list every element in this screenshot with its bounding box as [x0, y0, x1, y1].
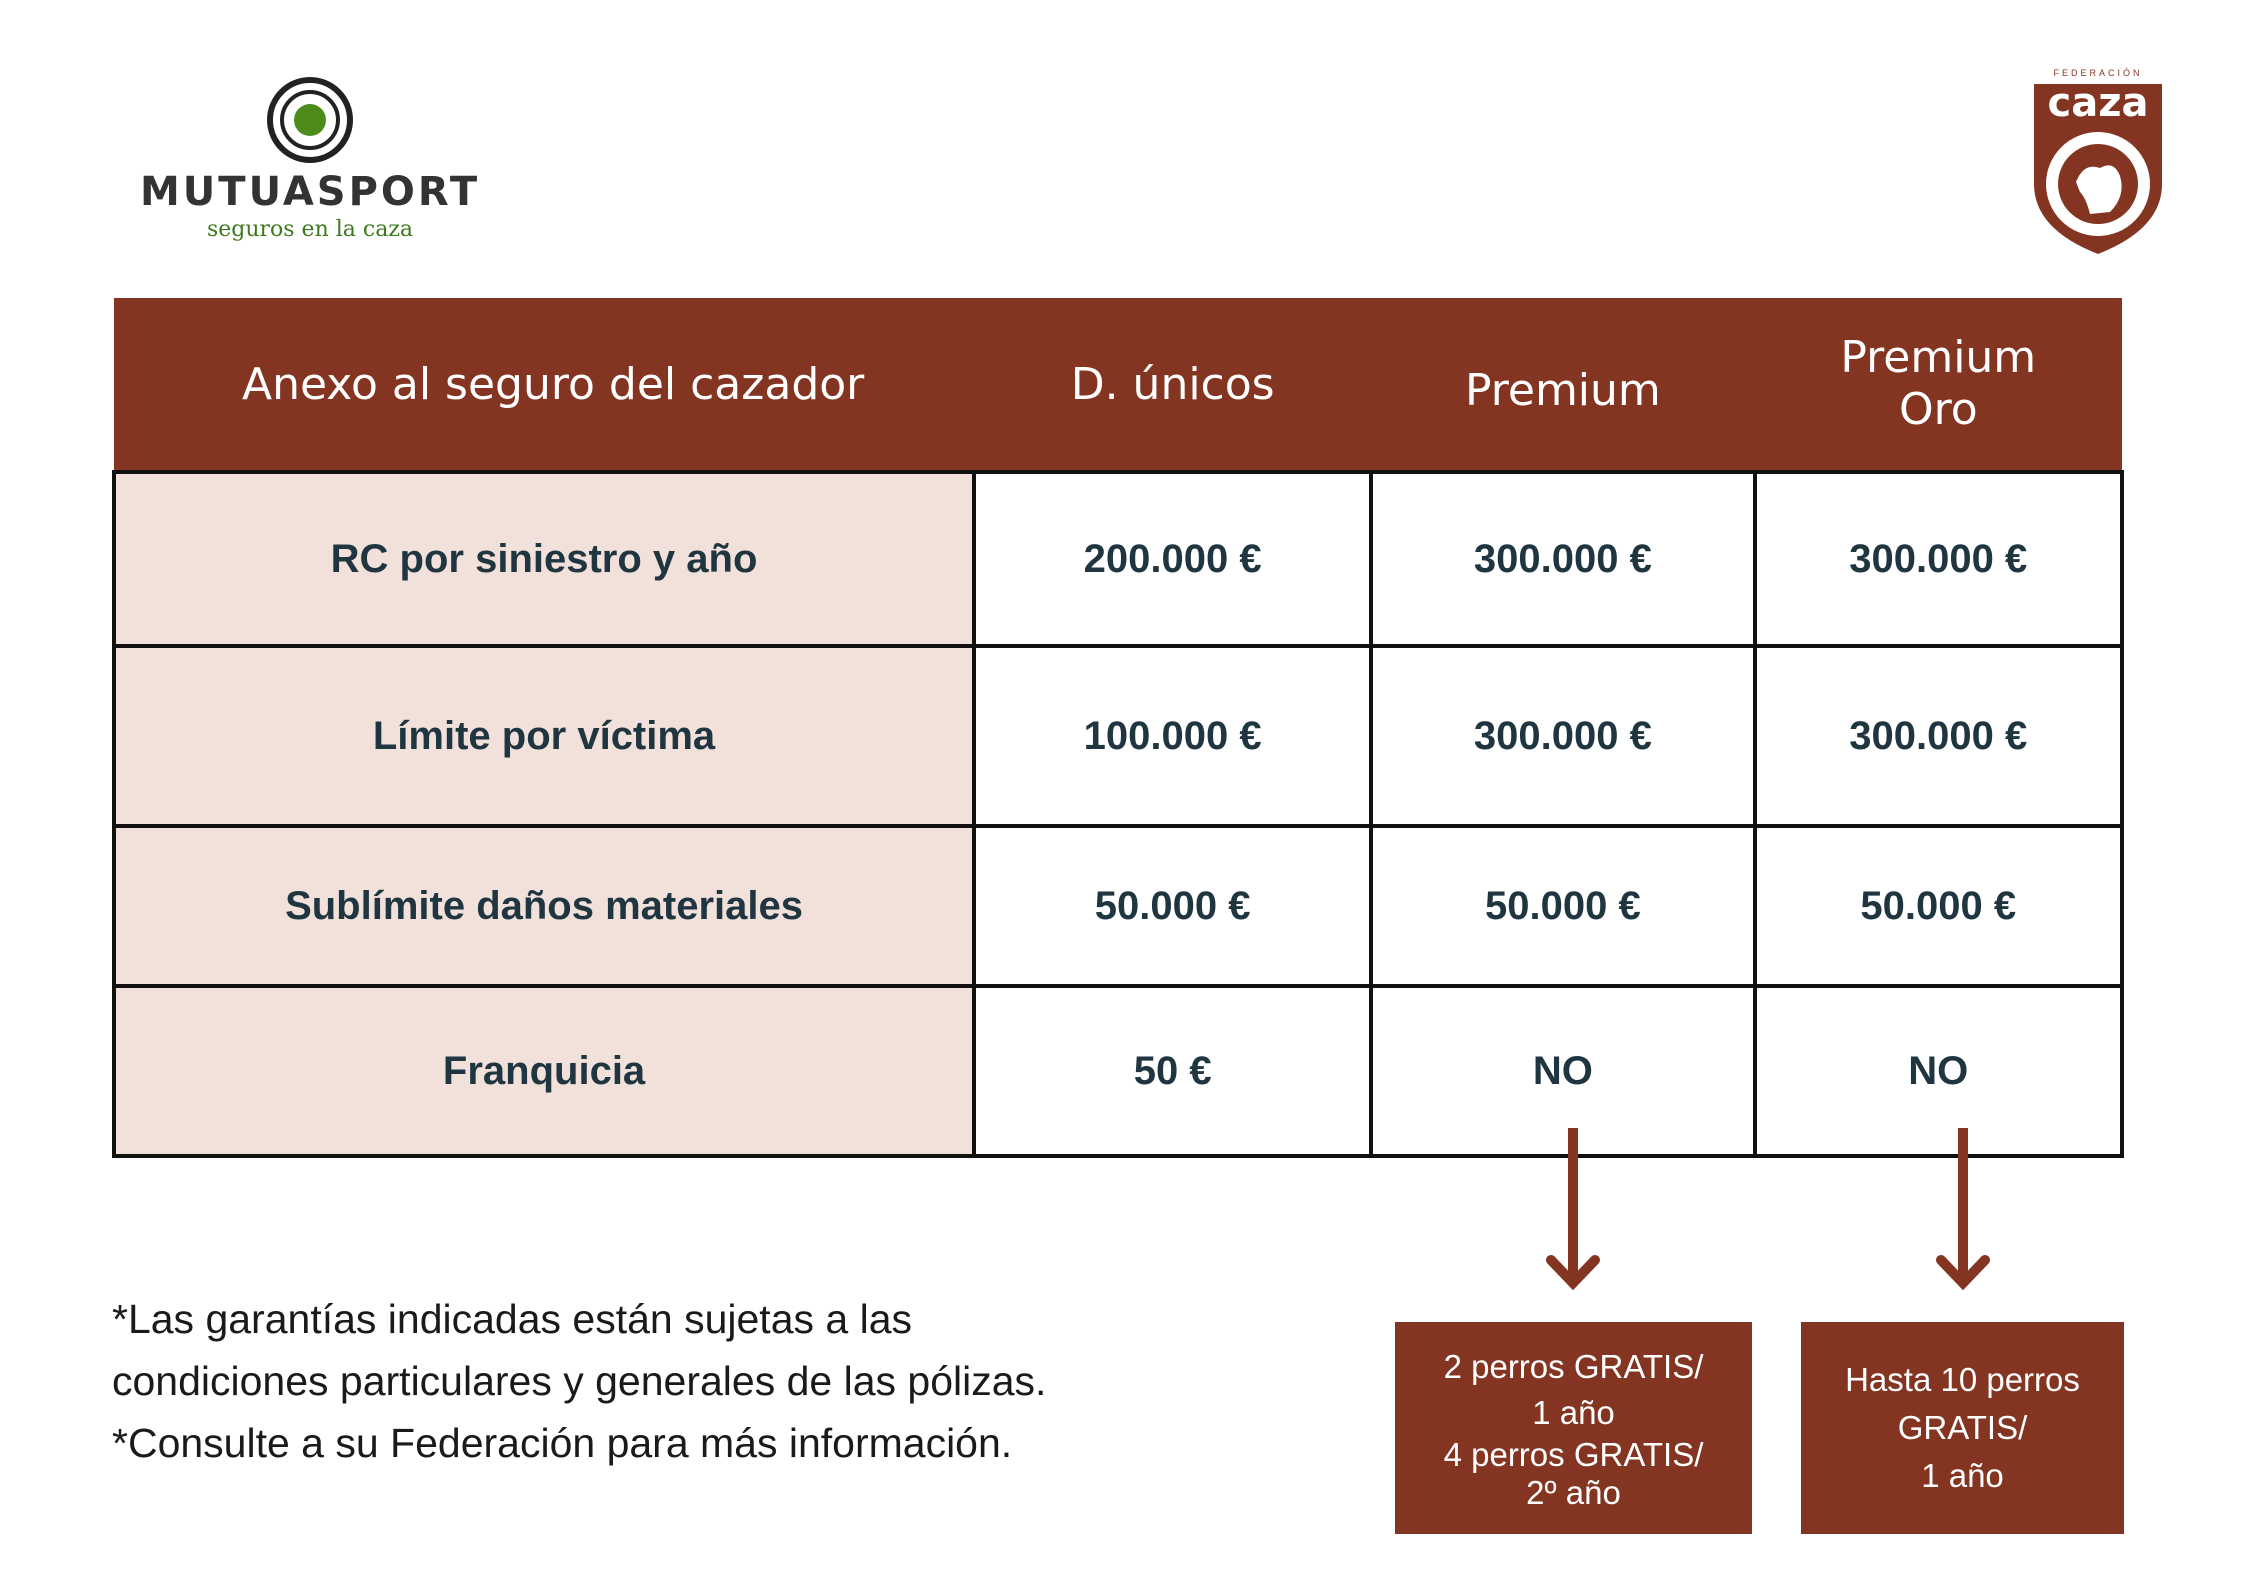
header-d-unicos: D. únicos — [974, 298, 1371, 472]
cell-d-unicos: 200.000 € — [974, 472, 1371, 646]
premium-dogs-box — [1395, 1322, 1752, 1534]
box-line: 2º año — [1526, 1474, 1621, 1511]
cell-premium-oro: 50.000 € — [1755, 826, 2122, 986]
row-label: RC por siniestro y año — [114, 472, 974, 646]
arrow-down-icon — [1543, 1128, 1603, 1293]
premium-oro-dogs-box — [1801, 1322, 2124, 1534]
cell-premium: 300.000 € — [1371, 472, 1754, 646]
box-line: GRATIS/ — [1897, 1409, 2028, 1446]
brand-tagline: seguros en la caza — [206, 217, 414, 242]
target-icon — [265, 75, 355, 165]
table-row — [114, 986, 2122, 1156]
mutuasport-logo — [140, 75, 480, 250]
header-premium-oro-line2: Oro — [1898, 384, 1978, 435]
table-header-row — [114, 298, 2122, 472]
header-premium-oro — [1755, 298, 2122, 472]
row-label: Franquicia — [114, 986, 974, 1156]
box-line: 1 año — [1921, 1457, 2004, 1494]
coverage-table — [112, 298, 2124, 1158]
cell-premium-oro: 300.000 € — [1755, 472, 2122, 646]
federacion-caza-logo — [2028, 64, 2168, 259]
footnote-line: *Consulte a su Federación para más información. — [112, 1420, 1013, 1466]
header-premium-oro-line1: Premium — [1840, 332, 2037, 383]
caza-word: caza — [2047, 80, 2149, 126]
cell-d-unicos: 50.000 € — [974, 826, 1371, 986]
cell-premium: NO — [1371, 986, 1754, 1156]
row-label: Límite por víctima — [114, 646, 974, 826]
footnote-line: condiciones particulares y generales de las pólizas. — [112, 1358, 1047, 1404]
caza-shield-icon — [2028, 64, 2168, 259]
brand-name: MUTUASPORT — [140, 169, 481, 215]
table-row — [114, 472, 2122, 646]
header-anexo: Anexo al seguro del cazador — [114, 298, 974, 472]
table-row — [114, 826, 2122, 986]
box-line: 2 perros GRATIS/ — [1443, 1348, 1704, 1385]
cell-premium-oro: 300.000 € — [1755, 646, 2122, 826]
cell-d-unicos: 100.000 € — [974, 646, 1371, 826]
cell-d-unicos: 50 € — [974, 986, 1371, 1156]
box-line: 1 año — [1532, 1394, 1615, 1431]
row-label: Sublímite daños materiales — [114, 826, 974, 986]
box-line: 4 perros GRATIS/ — [1443, 1436, 1704, 1473]
federacion-text: FEDERACIÓN — [2053, 68, 2143, 78]
box-line: Hasta 10 perros — [1845, 1361, 2080, 1398]
cell-premium: 50.000 € — [1371, 826, 1754, 986]
header-premium: Premium — [1371, 298, 1754, 472]
table-row — [114, 646, 2122, 826]
arrow-down-icon — [1933, 1128, 1993, 1293]
cell-premium: 300.000 € — [1371, 646, 1754, 826]
footnote — [112, 1288, 1046, 1474]
footnote-line: *Las garantías indicadas están sujetas a las — [112, 1296, 913, 1342]
cell-premium-oro: NO — [1755, 986, 2122, 1156]
